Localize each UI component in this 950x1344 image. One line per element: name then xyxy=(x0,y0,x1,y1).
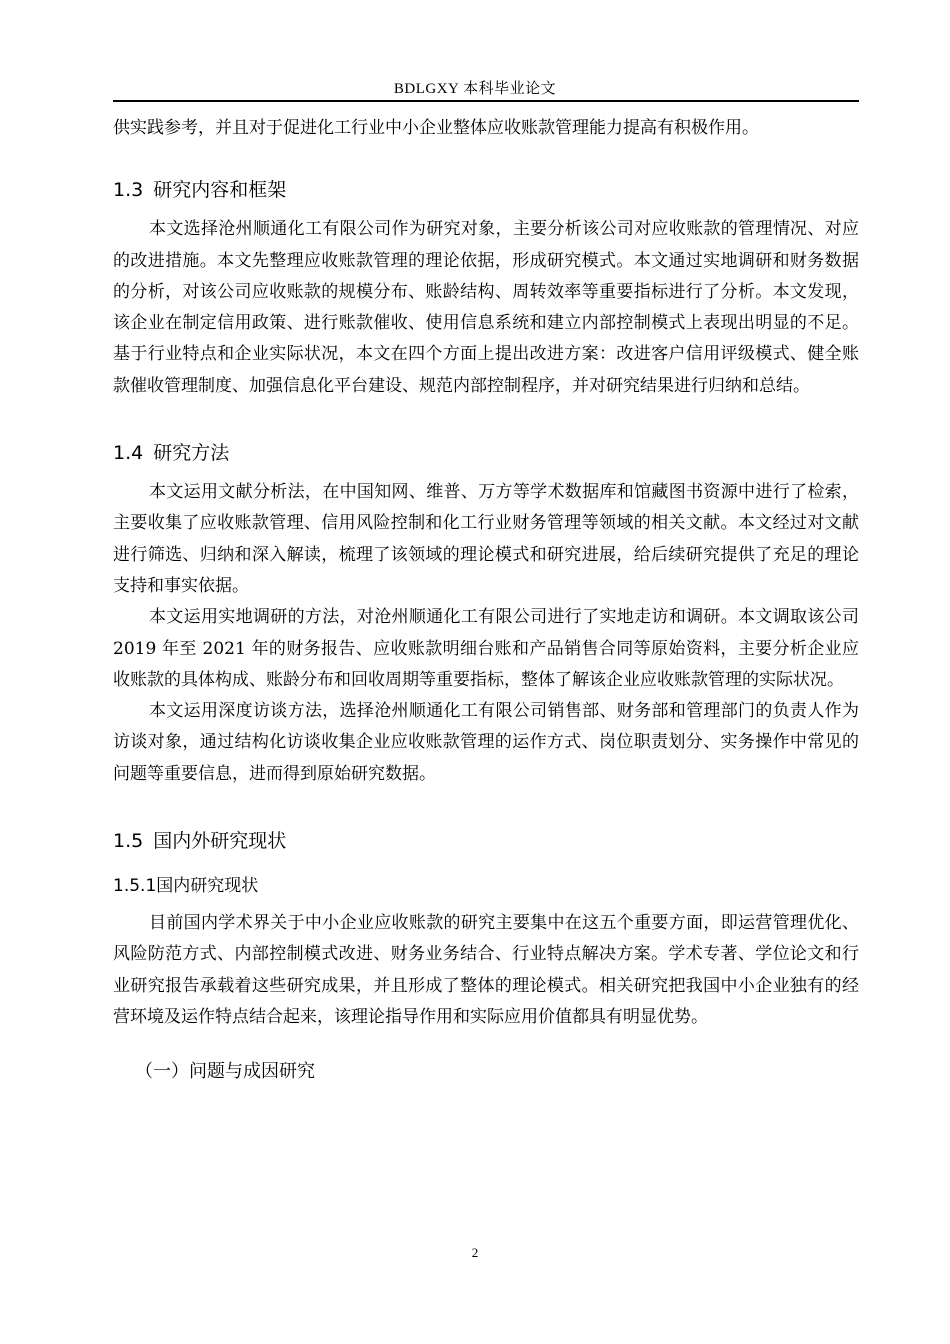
body-paragraph: 本文运用实地调研的方法，对沧州顺通化工有限公司进行了实地走访和调研。本文调取该公司 2019 年至 2021 年的财务报告、应收账款明细台账和产品销售合同等原始资料，主要分析企业应收账款的具体构成、账龄分布和回收周期等重要指标，整体了解该企业应收账款管理的实际状况。 xyxy=(113,607,859,690)
body-paragraph: 供实践参考，并且对于促进化工行业中小企业整体应收账款管理能力提高有积极作用。 xyxy=(113,118,759,138)
body-paragraph: 目前国内学术界关于中小企业应收账款的研究主要集中在这五个重要方面，即运营管理优化、风险防范方式、内部控制模式改进、财务业务结合、行业特点解决方案。学术专著、学位论文和行业研究报告承载着这些研究成果，并且形成了整体的理论模式。相关研究把我国中小企业独有的经营环境及运作特点结合起来，该理论指导作用和实际应用价值都具有明显优势。 xyxy=(113,913,859,1027)
body-paragraph: 本文选择沧州顺通化工有限公司作为研究对象，主要分析该公司对应收账款的管理情况、对应的改进措施。本文先整理应收账款管理的理论依据，形成研究模式。本文通过实地调研和财务数据的分析，对该公司应收账款的规模分布、账龄结构、周转效率等重要指标进行了分析。本文发现，该企业在制定信用政策、进行账款催收、使用信息系统和建立内部控制模式上表现出明显的不足。基于行业特点和企业实际状况，本文在四个方面上提出改进方案：改进客户信用评级模式、健全账款催收管理制度、加强信息化平台建设、规范内部控制程序，并对研究结果进行归纳和总结。 xyxy=(113,219,859,396)
section-heading xyxy=(113,175,859,202)
section-heading xyxy=(113,438,859,465)
subsection-title: 国内研究现状 xyxy=(156,876,259,897)
page-body xyxy=(113,113,859,1083)
section-number: 1.5 xyxy=(113,830,144,853)
section-number: 1.4 xyxy=(113,442,144,465)
section-heading xyxy=(113,826,859,853)
header-rule xyxy=(113,100,859,102)
subsection-number: 1.5.1 xyxy=(113,876,157,897)
page-number: 2 xyxy=(471,1245,479,1260)
section-title: 国内外研究现状 xyxy=(153,830,287,853)
body-paragraph: 本文运用深度访谈方法，选择沧州顺通化工有限公司销售部、财务部和管理部门的负责人作为访谈对象，通过结构化访谈收集企业应收账款管理的运作方式、岗位职责划分、实务操作中常见的问题等重要信息，进而得到原始研究数据。 xyxy=(113,701,859,784)
body-paragraph: 本文运用文献分析法，在中国知网、维普、万方等学术数据库和馆藏图书资源中进行了检索，主要收集了应收账款管理、信用风险控制和化工行业财务管理等领域的相关文献。本文经过对文献进行筛选、归纳和深入解读，梳理了该领域的理论模式和研究进展，给后续研究提供了充足的理论支持和事实依据。 xyxy=(113,482,859,596)
running-header: BDLGXY 本科毕业论文 xyxy=(393,81,557,97)
subsubsection-heading: （一）问题与成因研究 xyxy=(135,1061,315,1083)
section-title: 研究内容和框架 xyxy=(153,179,287,202)
section-number: 1.3 xyxy=(113,179,144,202)
section-title: 研究方法 xyxy=(153,442,230,465)
subsection-heading xyxy=(113,871,859,896)
